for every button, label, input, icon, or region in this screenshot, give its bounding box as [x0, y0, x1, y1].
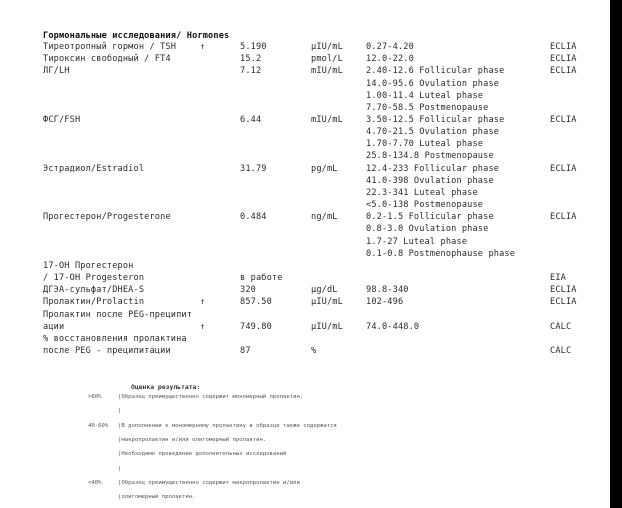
method: ECLIA [550, 42, 577, 52]
test-name: после PEG - преципитации [43, 346, 171, 356]
reference-range: 1.70-7.70 Luteal phase [366, 139, 484, 150]
reference-range: 12.4-233 Follicular phase [366, 163, 500, 174]
test-name: ЛГ/LH [43, 66, 70, 77]
method: ECLIA [550, 66, 577, 77]
page-edge [610, 0, 622, 508]
reference-range: 12.0-22.0 [366, 54, 414, 65]
unit: pg/mL [311, 163, 338, 174]
reference-range: 0.8-3.0 Ovulation phase [366, 224, 489, 235]
result-value: 31.79 [240, 163, 267, 174]
result-status: в работе [240, 273, 283, 283]
test-name: ации [43, 321, 65, 332]
reference-range: <5.0-138 Postmenopause [366, 200, 484, 211]
test-name: % восстановления пролактина [43, 333, 187, 344]
result-value: 15.2 [240, 54, 262, 65]
abnormal-flag: ↑ [200, 297, 206, 308]
evaluation-text: |макропролактин и/или олигомерный пролактин. [118, 436, 267, 443]
evaluation-title: Оценка результата: [131, 383, 201, 391]
reference-range: 7.70-58.5 Postmenopause [366, 102, 489, 113]
test-name: Прогестерон/Progesterone [43, 212, 171, 223]
reference-range: 102-496 [366, 297, 404, 308]
reference-range: 2.40-12.6 Follicular phase [366, 66, 505, 77]
test-name: ДГЭА-сульфат/DHEA-S [43, 285, 145, 296]
reference-range: 25.8-134.8 Postmenopause [366, 151, 494, 162]
unit: µg/dL [311, 285, 338, 296]
unit: ng/mL [311, 212, 338, 223]
test-name: Эстрадиол/Estradiol [43, 163, 145, 174]
reference-range: 0.1-0.8 Postmenophause phase [366, 248, 516, 259]
method: EIA [550, 273, 566, 283]
evaluation-text: | [118, 465, 122, 472]
reference-range: 4.70-21.5 Ovulation phase [366, 127, 500, 138]
reference-range: 14.0-95.6 Ovulation phase [366, 78, 500, 89]
method: ECLIA [550, 115, 577, 125]
abnormal-flag: ↑ [200, 321, 206, 332]
result-value: 320 [240, 285, 256, 296]
section-title: Гормональные исследования/ Hormones [43, 31, 230, 41]
evaluation-text: |Образец преимущественно содержит макропролактин и/или [118, 479, 300, 486]
evaluation-text: |Образец преимущественно содержит мономерный пролактин. [118, 394, 304, 400]
test-name: Пролактин после PEG-преципит [43, 309, 193, 320]
reference-range: 74.0-448.0 [366, 321, 420, 332]
method: CALC [550, 346, 572, 356]
unit: pmol/L [311, 54, 343, 65]
reference-range: 3.50-12.5 Follicular phase [366, 115, 505, 125]
method: ECLIA [550, 285, 577, 296]
unit: µIU/mL [311, 42, 343, 52]
method: ECLIA [550, 212, 577, 223]
result-value: 857.50 [240, 297, 272, 308]
result-value: 0.484 [240, 212, 267, 223]
result-value: 6.44 [240, 115, 262, 125]
reference-range: 41.0-398 Ovulation phase [366, 175, 494, 186]
reference-range: 0.2-1.5 Follicular phase [366, 212, 494, 223]
result-value: 7.12 [240, 66, 262, 77]
unit: mIU/mL [311, 66, 343, 77]
reference-range: 98.8-340 [366, 285, 409, 296]
evaluation-range: <40% [88, 479, 102, 486]
method: ECLIA [550, 163, 577, 174]
evaluation-range: >60% [88, 394, 102, 400]
test-name: 17-ОН Прогестерон [43, 260, 134, 271]
reference-range: 22.3-341 Luteal phase [366, 187, 478, 198]
result-value: 87 [240, 346, 251, 356]
evaluation-text: |В дополнении к мономерному пролактину в образце также содержатся [118, 422, 337, 429]
unit: mIU/mL [311, 115, 343, 125]
result-value: 749.80 [240, 321, 272, 332]
method: ECLIA [550, 297, 577, 308]
method: CALC [550, 321, 572, 332]
evaluation-text: |Необходимо проведение дополнительных исследований [118, 451, 287, 458]
test-name: Пролактин/Prolactin [43, 297, 145, 308]
result-value: 5.190 [240, 42, 267, 52]
evaluation-text: |олигомерный пролактин. [118, 494, 196, 501]
test-name: Тироксин свободный / FT4 [43, 54, 171, 65]
reference-range: 1.00-11.4 Luteal phase [366, 90, 484, 101]
evaluation-range: 40-60% [88, 422, 109, 429]
reference-range: 1.7-27 Luteal phase [366, 236, 468, 247]
test-name: Тиреотропный гормон / TSH [43, 42, 177, 52]
reference-range: 0.27-4.20 [366, 42, 414, 52]
test-name: / 17-OH Progesteron [43, 273, 145, 283]
test-name: ФСГ/FSH [43, 115, 81, 125]
unit: % [311, 346, 317, 356]
unit: µIU/mL [311, 297, 343, 308]
method: ECLIA [550, 54, 577, 65]
abnormal-flag: ↑ [200, 42, 206, 52]
unit: µIU/mL [311, 321, 343, 332]
evaluation-text: | [118, 408, 122, 415]
